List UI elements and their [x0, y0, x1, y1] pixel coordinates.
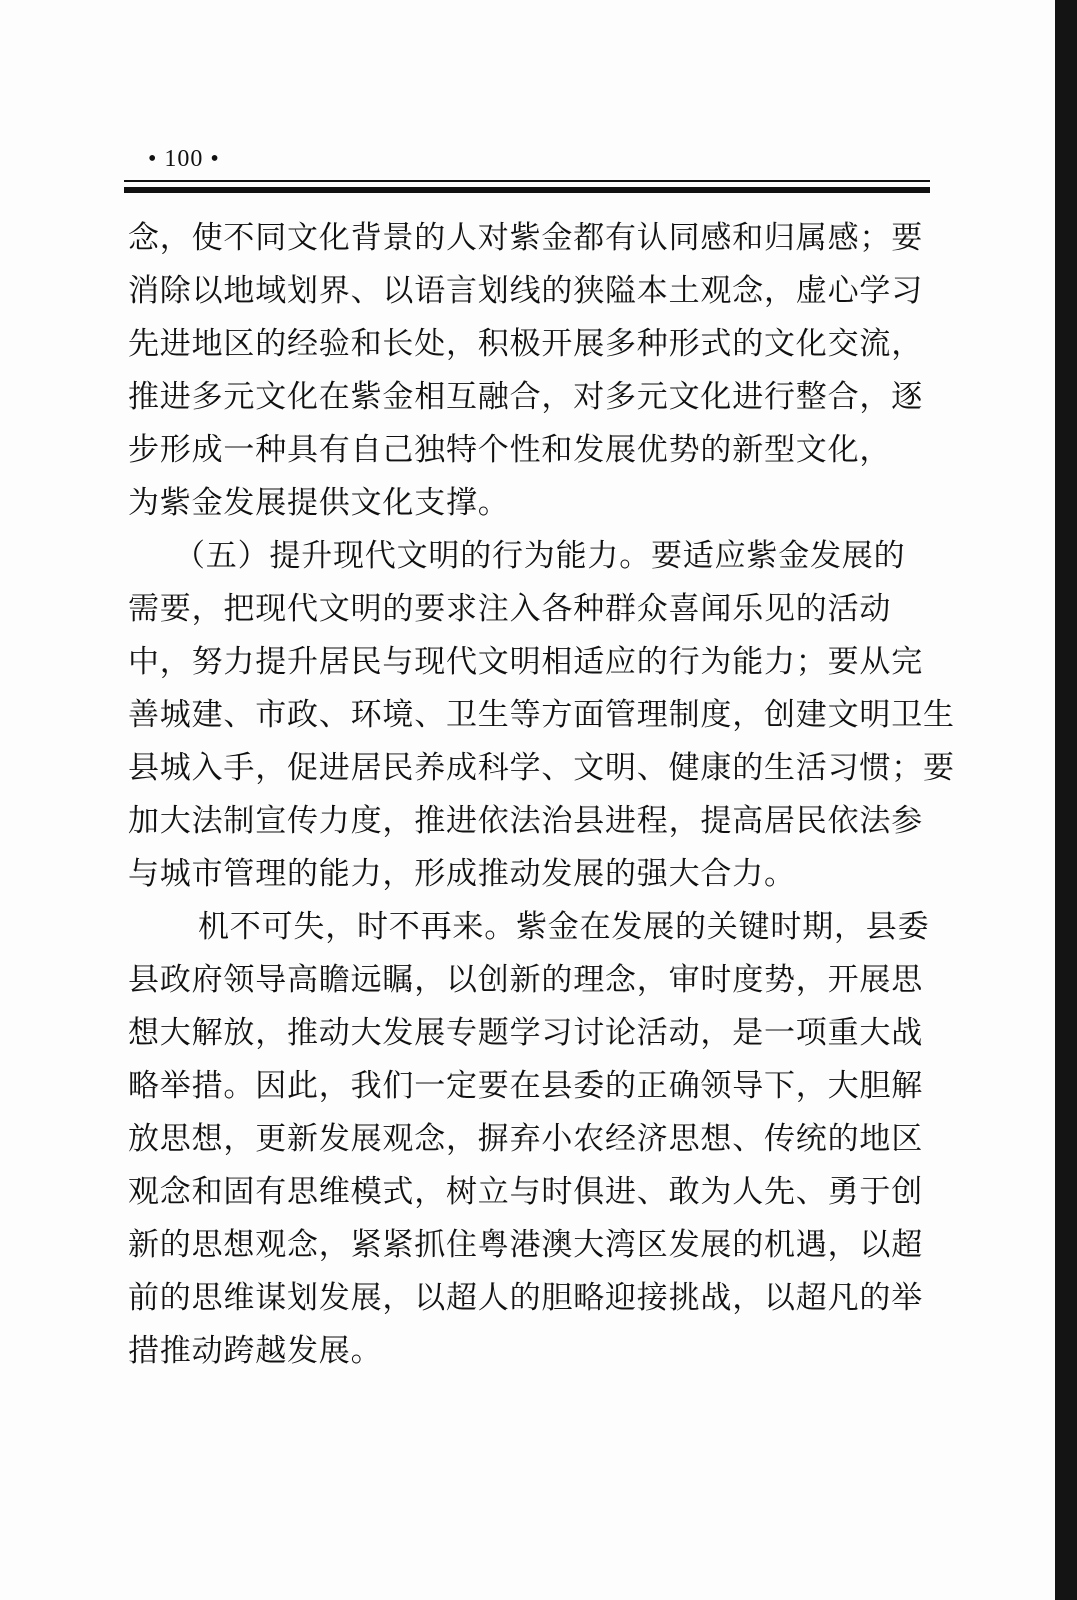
page-number: • 100 •	[148, 146, 220, 172]
text-line: 放思想，更新发展观念，摒弃小农经济思想、传统的地区	[128, 1121, 923, 1157]
text-line: 中，努力提升居民与现代文明相适应的行为能力；要从完	[128, 644, 923, 680]
text-line: 消除以地域划界、以语言划线的狭隘本土观念，虚心学习	[128, 273, 923, 309]
text-line: 想大解放，推动大发展专题学习讨论活动，是一项重大战	[128, 1015, 923, 1051]
text-line: 县城入手，促进居民养成科学、文明、健康的生活习惯；要	[128, 750, 955, 786]
text-line: 措推动跨越发展。	[128, 1333, 383, 1369]
text-line: 观念和固有思维模式，树立与时俱进、敢为人先、勇于创	[128, 1174, 923, 1210]
body-text	[128, 212, 955, 1378]
text-line: 步形成一种具有自己独特个性和发展优势的新型文化，	[128, 432, 892, 468]
scan-edge	[1055, 0, 1077, 1600]
text-line: 推进多元文化在紫金相互融合，对多元文化进行整合，逐	[128, 379, 923, 415]
text-line: 机不可失，时不再来。紫金在发展的关键时期，县委	[198, 909, 930, 945]
text-line: 加大法制宣传力度，推进依法治县进程，提高居民依法参	[128, 803, 923, 839]
text-line: 为紫金发展提供文化支撑。	[128, 485, 510, 521]
text-line: 前的思维谋划发展，以超人的胆略迎接挑战，以超凡的举	[128, 1280, 923, 1316]
text-line: （五）提升现代文明的行为能力。要适应紫金发展的	[174, 538, 906, 574]
text-line: 善城建、市政、环境、卫生等方面管理制度，创建文明卫生	[128, 697, 955, 733]
header-rule-thin	[124, 180, 930, 182]
text-line: 县政府领导高瞻远瞩，以创新的理念，审时度势，开展思	[128, 962, 923, 998]
header-rule-thick	[124, 187, 930, 193]
text-line: 先进地区的经验和长处，积极开展多种形式的文化交流，	[128, 326, 923, 362]
text-line: 新的思想观念，紧紧抓住粤港澳大湾区发展的机遇，以超	[128, 1227, 923, 1263]
text-line: 念，使不同文化背景的人对紫金都有认同感和归属感；要	[128, 220, 923, 256]
text-line: 与城市管理的能力，形成推动发展的强大合力。	[128, 856, 796, 892]
text-line: 略举措。因此，我们一定要在县委的正确领导下，大胆解	[128, 1068, 923, 1104]
text-line: 需要，把现代文明的要求注入各种群众喜闻乐见的活动	[128, 591, 892, 627]
